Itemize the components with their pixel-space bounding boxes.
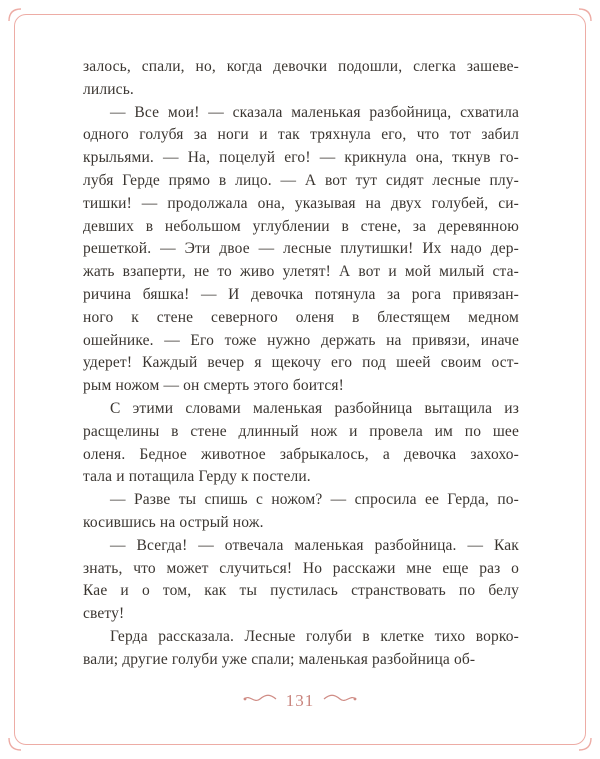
text-line: знать, что может случиться! Но расскажи мне еще раз о <box>83 559 519 577</box>
page-text-block <box>83 56 519 672</box>
text-line: — Разве ты спишь с ножом? — спросила ее Герда, по- <box>110 491 519 509</box>
text-line: ошейнике. — Его тоже нужно держать на привязи, иначе <box>83 331 519 349</box>
text-line: вали; другие голуби уже спали; маленькая разбойница об- <box>83 650 476 668</box>
text-line: косившись на острый нож. <box>83 513 264 531</box>
text-line: расщелины в стене длинный нож и провела им по шее <box>83 422 519 440</box>
text-line: залось, спали, но, когда девочки подошли, слегка зашеве- <box>83 58 519 75</box>
corner-ornament-icon <box>7 736 23 752</box>
text-line: ричина бяшка! — И девочка потянула за рога привязан- <box>83 285 519 303</box>
text-line: лубя Герде прямо в лицо. — А вот тут сидят лесные плу- <box>83 171 519 189</box>
right-flourish-icon <box>323 692 357 710</box>
left-flourish-icon <box>243 692 277 710</box>
text-line: — Все мои! — сказала маленькая разбойница, схватила <box>110 103 519 121</box>
text-line: одного голубя за ноги и так тряхнула его, что тот забил <box>83 126 519 144</box>
corner-ornament-icon <box>7 7 23 23</box>
text-line: тала и потащила Герду к постели. <box>83 468 311 486</box>
text-line: свету! <box>83 605 125 623</box>
text-line: удерет! Каждый вечер я щекочу его под шеей своим ост- <box>83 354 519 372</box>
page-footer <box>0 691 600 711</box>
text-line: девших в небольшом углублении в стене, за деревянною <box>83 217 519 235</box>
text-line: С этими словами маленькая разбойница вытащила из <box>110 399 519 417</box>
corner-ornament-icon <box>577 736 593 752</box>
text-line: Кае и о том, как ты пустилась странствовать по белу <box>83 582 519 600</box>
text-line: лились. <box>83 80 134 98</box>
text-line: крыльями. — На, поцелуй его! — крикнула она, ткнув го- <box>83 149 519 167</box>
text-line: ного к стене северного оленя в блестящем медном <box>83 308 519 326</box>
text-line: — Всегда! — отвечала маленькая разбойница. — Как <box>110 536 519 554</box>
corner-ornament-icon <box>577 7 593 23</box>
text-line: оленя. Бедное животное забрыкалось, а девочка захохо- <box>83 445 519 463</box>
text-line: решеткой. — Эти двое — лесные плутишки! Их надо дер- <box>83 240 519 258</box>
text-line: жать взаперти, не то живо улетят! А вот и мой милый ста- <box>83 263 519 281</box>
text-line: рым ножом — он смерть этого боится! <box>83 377 344 395</box>
page-number: 131 <box>285 691 315 710</box>
text-line: тишки! — продолжала она, указывая на двух голубей, си- <box>83 194 519 212</box>
text-line: Герда рассказала. Лесные голуби в клетке тихо ворко- <box>110 627 519 645</box>
